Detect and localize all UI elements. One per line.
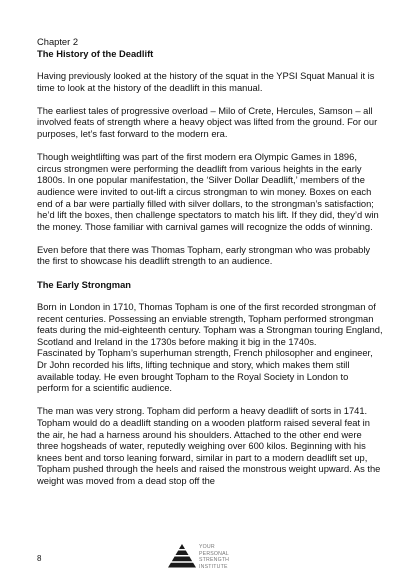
chapter-title: The History of the Deadlift — [37, 48, 154, 59]
logo-line: YOUR — [199, 544, 215, 550]
pyramid-logo-icon — [168, 543, 196, 573]
logo-wordmark — [199, 544, 259, 570]
ypsi-logo — [168, 543, 248, 583]
chapter-label: Chapter 2 — [37, 37, 79, 47]
intro-paragraph: Having previously looked at the history of the squat in the YPSI Squat Manual it is time to look at the history of the deadlift in this manual. — [37, 71, 375, 93]
intro-paragraph: Even before that there was Thomas Topham, early strongman who was probably the first to showcase his deadlift strength to an audience. — [37, 244, 371, 267]
section-title: The Early Strongman — [37, 279, 131, 290]
logo-line: PERSONAL — [199, 550, 229, 557]
section-paragraph: Born in London in 1710, Thomas Topham is one of the first recorded strongman of recent centuries. Possessing an enviable strength, Topham performed strongman feats during the mid-eighteenth century. Topham was a Strongman touring England, Scotland and Ireland in the 1730s before making it big in the 1740s. — [37, 302, 383, 347]
page-content — [37, 37, 383, 499]
logo-line: INSTITUTE — [199, 563, 228, 570]
section-paragraph: Fascinated by Topham’s superhuman strength, French philosopher and engineer, Dr John recorded his lifts, lifting technique and story, which makes them still available today. He even brought Topham to the Royal Society in London to perform for a scientific audience. — [37, 348, 373, 394]
intro-paragraph: Though weightlifting was part of the first modern era Olympic Games in 1896, circus strongmen were performing the deadlift from various heights in the early 1800s. In one popular manifestation, the ‘Silver Dollar Deadlift,’ members of the audience were invited to out-lift a circus strongman to win money. Boxes on each end of a bar were partially filled with silver dollars, to the strongman’s satisfaction; he’d lift the boxes, then challenge spectators to match his lift. If they did, they’d win the money. Those familiar with carnival games will recognize the odds of winning. — [37, 152, 379, 232]
logo-line: STRENGTH — [199, 557, 230, 564]
intro-paragraph: The earliest tales of progressive overload – Milo of Crete, Hercules, Samson – all involved feats of strength where a heavy object was lifted from the ground. For our purposes, let’s fast forward to the modern era. — [37, 105, 378, 140]
page-footer — [0, 540, 412, 586]
section-paragraph: The man was very strong. Topham did perform a heavy deadlift of sorts in 1741. Topham would do a deadlift standing on a wooden platform raised several feat in the air, he had a harness around his shoulders. Attached to the other end were three hogsheads of water, reputedly weighing over 600 kilos. Beginning with his knees bent and torso leaning forward, similar in part to a modern deadlift set up, Topham pushed through the heels and raised the monstrous weight upward. As the weight was moved from a dead stop off the — [37, 406, 381, 486]
page-number: 8 — [37, 554, 42, 563]
